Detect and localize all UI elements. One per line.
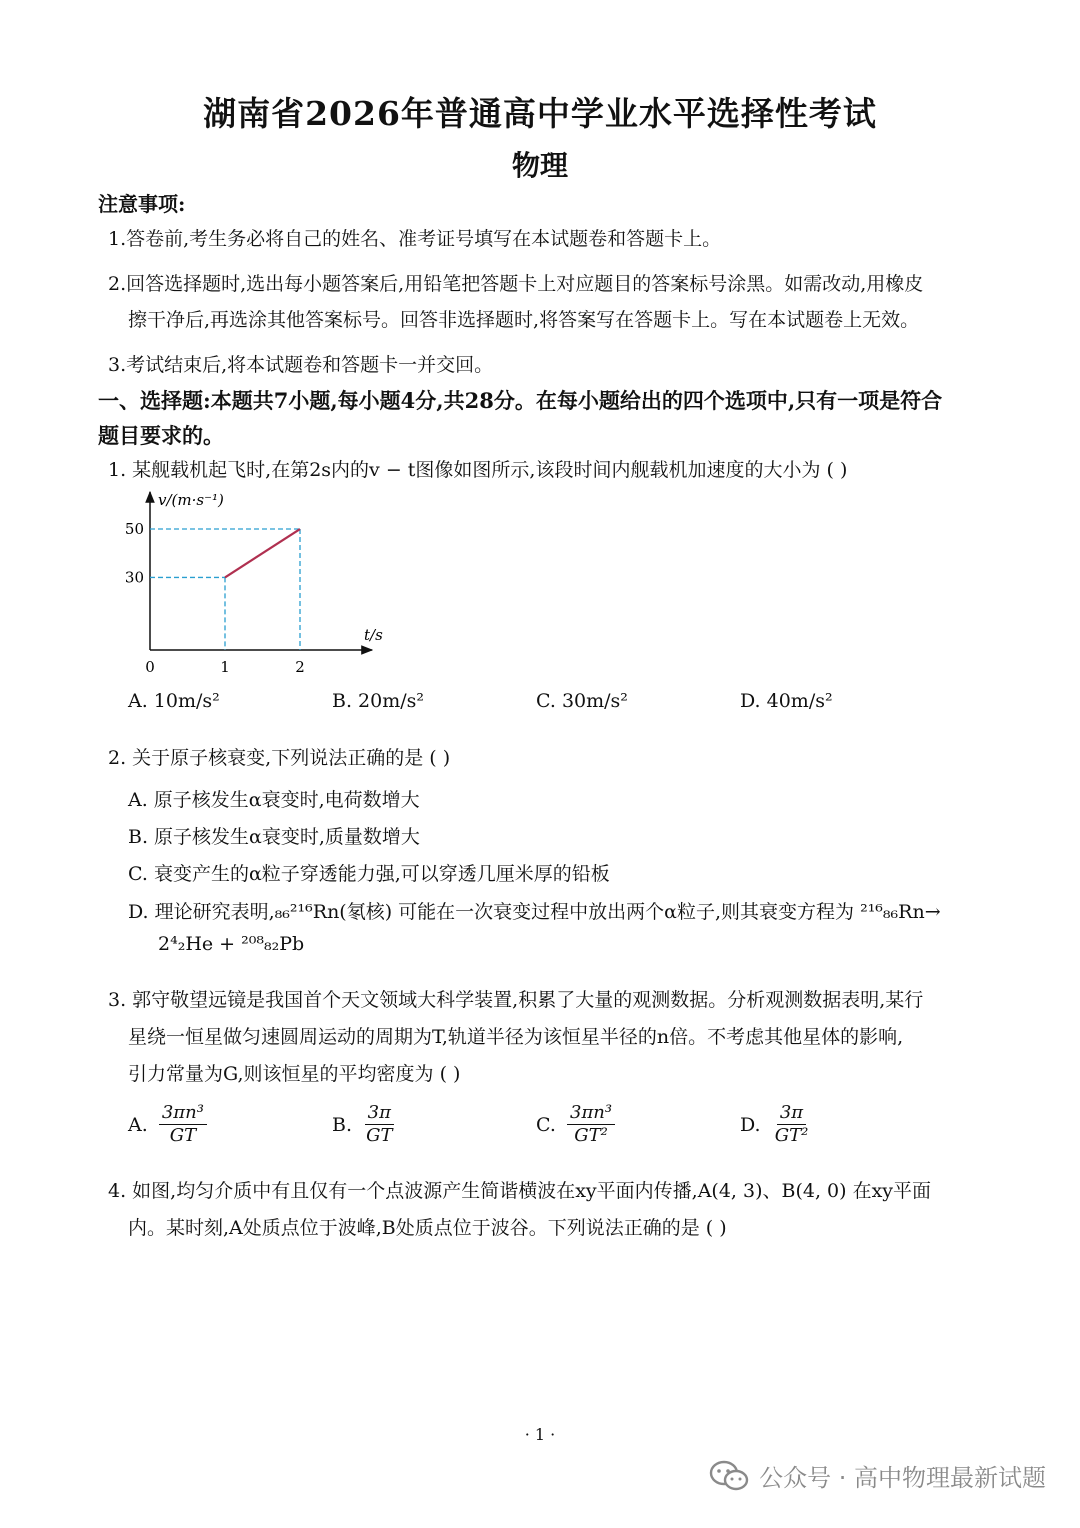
origin-label: 0	[145, 658, 155, 676]
q2-option-c[interactable]: C. 衰变产生的α粒子穿透能力强,可以穿透几厘米厚的铅板	[128, 863, 610, 885]
notice-heading: 注意事项:	[98, 192, 186, 216]
q3-option-a[interactable]	[128, 1102, 207, 1147]
watermark	[709, 1458, 1046, 1493]
q3-option-d[interactable]	[740, 1102, 811, 1147]
denominator: GT²	[574, 1125, 608, 1146]
q1-option-b[interactable]: B. 20m/s²	[332, 690, 425, 712]
q3-option-a-label: A.	[128, 1113, 148, 1136]
q3-option-c-label: C.	[536, 1113, 556, 1136]
question-2-stem: 2. 关于原子核衰变,下列说法正确的是 ( )	[108, 747, 451, 769]
y-axis-label: v/(m·s⁻¹)	[158, 491, 224, 509]
section-heading-cont: 题目要求的。	[98, 423, 224, 448]
numerator: 3πn³	[567, 1102, 615, 1125]
notice-item-1: 1.答卷前,考生务必将自己的姓名、准考证号填写在本试题卷和答题卡上。	[108, 228, 722, 250]
page-number: · 1 ·	[524, 1425, 556, 1444]
q2-option-d-cont: 2⁴₂He + ²⁰⁸₈₂Pb	[158, 933, 305, 955]
denominator: GT²	[774, 1125, 809, 1146]
vt-chart	[120, 485, 390, 680]
numerator: 3πn³	[159, 1102, 207, 1125]
q2-option-b[interactable]: B. 原子核发生α衰变时,质量数增大	[128, 826, 420, 848]
q1-option-c[interactable]: C. 30m/s²	[536, 690, 628, 712]
question-3-line-2: 星绕一恒星做匀速圆周运动的周期为T,轨道半径为该恒星半径的n倍。不考虑其他星体的影响,	[128, 1026, 904, 1048]
notice-item-2-cont: 擦干净后,再选涂其他答案标号。回答非选择题时,将答案写在答题卡上。写在本试题卷上无效。	[128, 309, 920, 331]
wechat-icon	[709, 1460, 749, 1492]
q3-option-b-fraction	[363, 1102, 395, 1147]
question-3-line-1: 3. 郭守敬望远镜是我国首个天文领域大科学装置,积累了大量的观测数据。分析观测数据表明,某行	[108, 989, 924, 1011]
denominator: GT	[366, 1125, 393, 1146]
q3-option-d-fraction	[772, 1102, 812, 1147]
exam-title: 湖南省2026年普通高中学业水平选择性考试	[203, 94, 877, 133]
q3-option-c-fraction	[567, 1102, 615, 1147]
question-1-stem: 1. 某舰载机起飞时,在第2s内的v − t图像如图所示,该段时间内舰载机加速度的大小为 ( )	[108, 459, 848, 481]
velocity-line	[225, 529, 300, 577]
denominator: GT	[169, 1125, 197, 1146]
x-tick-label: 2	[295, 658, 305, 676]
q3-option-b[interactable]	[332, 1102, 396, 1147]
q2-option-a[interactable]: A. 原子核发生α衰变时,电荷数增大	[128, 789, 420, 811]
x-axis-label: t/s	[364, 626, 383, 644]
q1-option-d[interactable]: D. 40m/s²	[740, 690, 833, 712]
q3-option-a-fraction	[159, 1102, 207, 1147]
numerator: 3π	[365, 1102, 394, 1125]
exam-subject: 物理	[511, 149, 568, 182]
y-tick-label: 30	[124, 568, 144, 587]
x-tick-label: 1	[220, 658, 230, 676]
watermark-text: 公众号 · 高中物理最新试题	[759, 1464, 1046, 1492]
question-4-line-1: 4. 如图,均匀介质中有且仅有一个点波源产生简谐横波在xy平面内传播,A(4, 3)、B(4, 0) 在xy平面	[108, 1180, 932, 1202]
q1-option-a[interactable]: A. 10m/s²	[128, 690, 220, 712]
notice-item-2: 2.回答选择题时,选出每小题答案后,用铅笔把答题卡上对应题目的答案标号涂黑。如需改动,用橡皮	[108, 273, 924, 295]
q3-option-d-label: D.	[740, 1113, 761, 1136]
section-heading: 一、选择题:本题共7小题,每小题4分,共28分。在每小题给出的四个选项中,只有一项是符合	[98, 388, 943, 413]
notice-item-3: 3.考试结束后,将本试题卷和答题卡一并交回。	[108, 354, 494, 376]
question-3-line-3: 引力常量为G,则该恒星的平均密度为 ( )	[128, 1063, 461, 1085]
q2-option-d[interactable]: D. 理论研究表明,₈₆²¹⁶Rn(氡核) 可能在一次衰变过程中放出两个α粒子,则其衰变方程为 ²¹⁶₈₆Rn→	[128, 901, 941, 923]
numerator: 3π	[777, 1102, 806, 1125]
q3-option-b-label: B.	[332, 1113, 353, 1136]
q3-option-c[interactable]	[536, 1102, 615, 1147]
y-tick-label: 50	[124, 520, 144, 539]
question-4-line-2: 内。某时刻,A处质点位于波峰,B处质点位于波谷。下列说法正确的是 ( )	[128, 1217, 727, 1239]
